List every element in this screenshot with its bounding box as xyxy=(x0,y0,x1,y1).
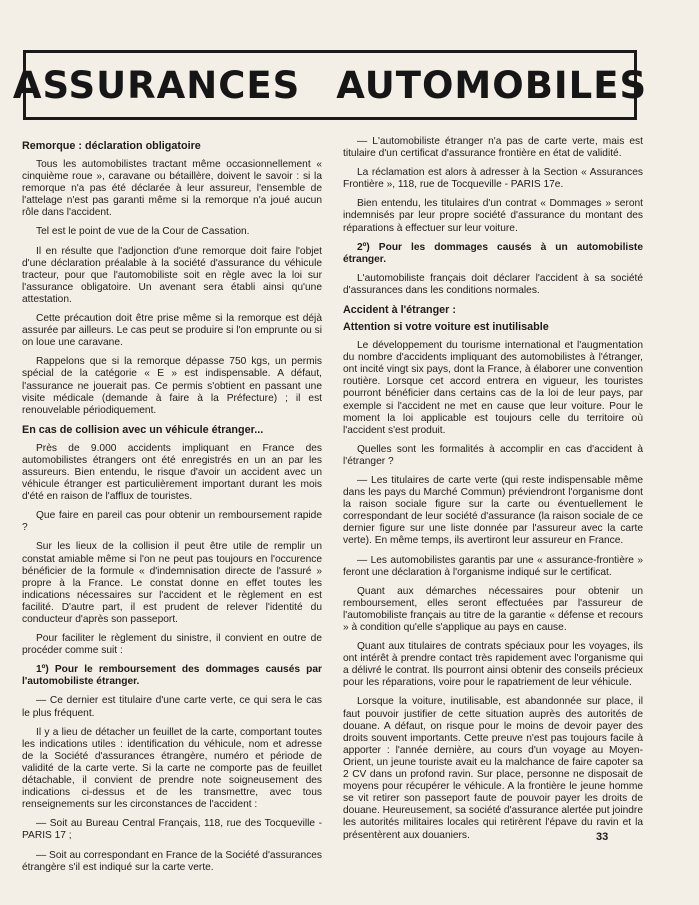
paragraph: — Les titulaires de carte verte (qui reste indispensable même dans les pays du Marché Commun) préviendront l'organisme dont la raison sociale figure sur la carte ou éventuellement le correspondant de leur société d'assurance (la raison sociale de ce dernier figure sur une liste donnée par l'assureur avec la carte verte). En même temps, ils avertiront leur assureur en France. xyxy=(343,474,643,547)
left-column xyxy=(22,136,322,881)
paragraph: — Soit au Bureau Central Français, 118, rue des Tocqueville - PARIS 17 ; xyxy=(22,818,322,842)
paragraph: Que faire en pareil cas pour obtenir un remboursement rapide ? xyxy=(22,510,322,534)
paragraph: — L'automobiliste étranger n'a pas de carte verte, mais est titulaire d'un certificat d'assurance frontière en état de validité. xyxy=(343,136,643,160)
paragraph: Le développement du tourisme international et l'augmentation du nombre d'accidents impliquant des automobilistes à l'étranger, ont incité vingt six pays, dont la France, à élaborer une convention routière. Lorsque cet accord entrera en vigueur, les touristes pourront bénéficier dans certains cas de la loi de leur pays, par exemple si l'accident ne met en cause que leur voiture. Pour le moment la loi applicable est toujours celle du territoire où l'accident s'est produit. xyxy=(343,340,643,436)
paragraph: Pour faciliter le règlement du sinistre, il convient en outre de procéder comme suit : xyxy=(22,633,322,657)
paragraph: Quant aux démarches nécessaires pour obtenir un remboursement, elles seront effectuées par l'assureur de l'automobiliste français au titre de la garantie « défense et recours » à condition qu'elle s'applique au pays en cause. xyxy=(343,585,643,633)
paragraph: Cette précaution doit être prise même si la remorque est déjà assurée par ailleurs. Le cas peut se produire si l'on emprunte ou si on loue une caravane. xyxy=(22,313,322,349)
paragraph: Tel est le point de vue de la Cour de Cassation. xyxy=(36,226,250,238)
page-title: ASSURANCES AUTOMOBILES xyxy=(12,63,648,107)
heading-etranger: Accident à l'étranger : xyxy=(343,304,456,317)
page-number: 33 xyxy=(596,831,609,843)
paragraph: — Soit au correspondant en France de la Société d'assurances étrangère s'il est indiqué sur la carte verte. xyxy=(22,849,322,873)
title-frame xyxy=(12,50,648,120)
paragraph: Bien entendu, les titulaires d'un contrat « Dommages » seront indemnisés par leur propre société d'assurance du montant des réparations à effectuer sur leur voiture. xyxy=(343,198,643,234)
paragraph: Il en résulte que l'adjonction d'une remorque doit faire l'objet d'une déclaration préalable à la société d'assurance du véhicule tracteur, pour que l'automobiliste soit en règle avec la loi sur l'assurance obligatoire. Un avenant sera établi ainsi qu'une attestation. xyxy=(22,245,322,305)
paragraph: Rappelons que si la remorque dépasse 750 kgs, un permis spécial de la catégorie « E » est indispensable. A défaut, l'assurance ne jouerait pas. Ce permis s'obtient en passant une visite médicale (demande à faire à la Préfecture) ; il est renouvelable périodiquement. xyxy=(22,356,322,416)
paragraph: Quant aux titulaires de contrats spéciaux pour les voyages, ils ont intérêt à prendre contact très rapidement avec l'organisme qui a délivré le contrat. Ils pourront ainsi obtenir des conseils précieux pour les réparations, voire pour le rapatriement de leur véhicule. xyxy=(343,641,643,689)
paragraph: — Ce dernier est titulaire d'une carte verte, ce qui sera le cas le plus fréquent. xyxy=(22,695,322,719)
subheading-dommages: 2º) Pour les dommages causés à un automobiliste étranger. xyxy=(343,241,643,265)
paragraph: Sur les lieux de la collision il peut être utile de remplir un constat amiable même si l'on ne peut pas toujours en l'occurence bénéficier de la formule « d'indemnisation directe de l'assuré » propre à la France. Le constat donne en effet toutes les indications nécessaires sur l'accident et le règlement en est facilité. D'autre part, il est prudent de relever l'identité du conducteur d'après son passeport. xyxy=(22,541,322,625)
paragraph: Lorsque la voiture, inutilisable, est abandonnée sur place, il faut pouvoir justifier de cette situation auprès des autorités de douane. A défaut, on risque pour le moins de devoir payer des droits souvent importants. Cette preuve n'est pas toujours facile à apporter : l'année dernière, au cours d'un voyage au Moyen-Orient, un jeune touriste avait eu la malchance de faire capoter sa 2 CV dans un profond ravin. Sur place, personne ne disposait de moyens pour récupérer le véhicule. A la frontière le jeune homme se vit retirer son passeport faute de pouvoir payer les droits de douane. Heureusement, sa société d'assurance alertée put joindre les autorités militaires locales qui retirèrent l'épave du ravin et la présentèrent aux douaniers. xyxy=(343,696,643,841)
heading-inutilisable: Attention si votre voiture est inutilisable xyxy=(343,321,549,334)
right-column xyxy=(343,136,643,849)
paragraph: — Les automobilistes garantis par une « assurance-frontière » feront une déclaration à l'organisme indiqué sur le certificat. xyxy=(343,554,643,578)
paragraph: La réclamation est alors à adresser à la Section « Assurances Frontière », 118, rue de Tocqueville - PARIS 17e. xyxy=(343,167,643,191)
heading-remorque: Remorque : déclaration obligatoire xyxy=(22,140,201,152)
heading-collision: En cas de collision avec un véhicule étranger... xyxy=(22,423,264,436)
paragraph: Il y a lieu de détacher un feuillet de la carte, comportant toutes les indications utiles : identification du véhicule, nom et adresse de la Société d'assurances étrangère, numéro et période de validité de la carte verte. Si la carte ne comporte pas de feuillet détachable, il convient de prendre note soigneusement des indications ci-dessus et de les transmettre, avec tous renseignements sur les circonstances de l'accident : xyxy=(22,726,322,811)
subheading-remboursement: 1º) Pour le remboursement des dommages causés par l'automobiliste étranger. xyxy=(22,664,322,688)
paragraph: Près de 9.000 accidents impliquant en France des automobilistes étrangers ont été enregistrés en un an par les assureurs. Bien entendu, le risque d'avoir un accident avec un véhicule étranger est particulièrement important durant les mois d'été en raison de l'afflux de touristes. xyxy=(22,442,322,503)
paragraph: L'automobiliste français doit déclarer l'accident à sa société d'assurances dans les conditions normales. xyxy=(343,272,643,296)
paragraph: Tous les automobilistes tractant même occasionnellement « cinquième roue », caravane ou bétaillère, doivent le savoir : si la remorque n'a pas été déclarée à leur assureur, l'ensemble de l'attelage n'est pas garanti même si la remorque n'a joué aucun rôle dans l'accident. xyxy=(22,159,322,219)
paragraph: Quelles sont les formalités à accomplir en cas d'accident à l'étranger ? xyxy=(343,443,643,467)
